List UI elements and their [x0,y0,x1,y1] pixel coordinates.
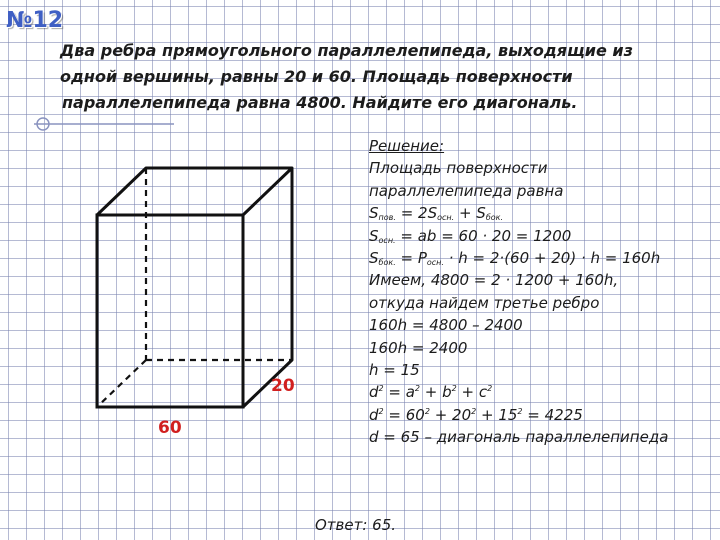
edge-label-20: 20 [271,376,295,396]
statement-line: параллелепипеда равна 4800. Найдите его диагональ. [62,93,578,112]
top-face-edges [97,168,292,215]
solution-heading: Решение: [369,137,445,155]
answer-line: Ответ: 65. [315,516,397,534]
formula-base-area: $S_{осн.}$ = ab = 60 · 20 = 1200 [369,226,572,245]
formula-diagonal-values: $d^2 = 60^2 + 20^2 + 15^2 = 4225$ [369,405,583,424]
formula-lateral-area: $S_{бок.} = P_{осн.} \cdot h = 2\cdot(60 + 20) \cdot h = 160h$ [369,249,661,268]
solution-line: 160h = 2400 [369,338,468,357]
edge-label-60: 60 [158,418,182,438]
solution-line: 160h = 4800 – 2400 [369,316,523,335]
solution-line: Площадь поверхности [369,159,548,178]
statement-line: одной вершины, равны 20 и 60. Площадь поверхности [60,67,573,86]
formula-diagonal-general: $d^2 = a^2 + b^2 + c^2$ [369,383,493,402]
formula-surface-area: $S_{пов.} = 2S_{осн.} + S_{бок.}$ [369,204,504,223]
solution-line: параллелепипеда равна [369,181,564,200]
right-face-edges [243,168,292,407]
solution-line: h = 15 [369,361,420,380]
solution-line: откуда найдем третье ребро [369,293,600,312]
front-face [97,215,243,407]
problem-number: №12 [6,8,64,33]
statement-line: Два ребра прямоугольного параллелепипеда, выходящие из [60,41,633,60]
solution-block [369,135,719,449]
solution-line: d = 65 – диагональ параллелепипеда [369,428,669,447]
hidden-edge [97,360,146,407]
solution-line: Имеем, 4800 = 2 · 1200 + 160h, [369,271,619,290]
